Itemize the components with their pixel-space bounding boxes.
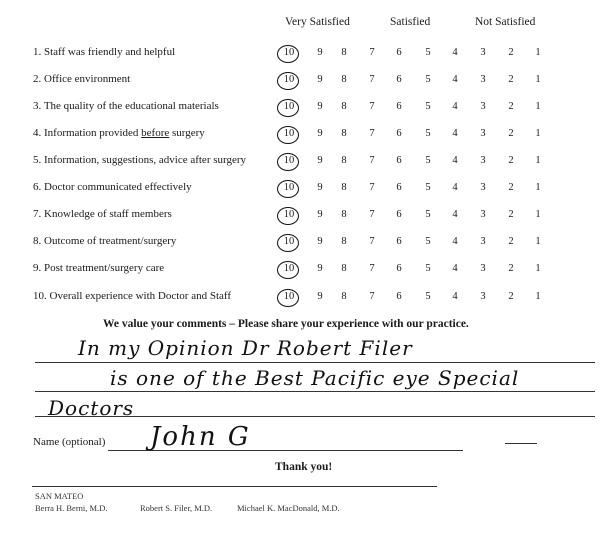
question-text: Staff was friendly and helpful xyxy=(44,46,176,58)
rating-option: 10 xyxy=(283,263,295,274)
question-number: 7. xyxy=(33,208,42,220)
rating-option: 8 xyxy=(341,47,347,58)
rating-option: 2 xyxy=(508,182,514,193)
question-row xyxy=(33,262,164,274)
selected-rating-circle xyxy=(277,180,299,198)
rating-option: 3 xyxy=(480,155,486,166)
rating-option: 10 xyxy=(283,74,295,85)
rating-option: 10 xyxy=(283,182,295,193)
rating-option: 10 xyxy=(283,101,295,112)
rating-option: 8 xyxy=(341,236,347,247)
question-text: The quality of the educational materials xyxy=(43,100,219,112)
header-satisfied: Satisfied xyxy=(390,16,431,28)
rating-option: 4 xyxy=(452,291,458,302)
rating-option: 4 xyxy=(452,101,458,112)
rating-option: 4 xyxy=(452,155,458,166)
question-text: Overall experience with Doctor and Staff xyxy=(49,290,232,302)
rating-option: 4 xyxy=(452,74,458,85)
rating-option: 8 xyxy=(341,263,347,274)
rating-option: 1 xyxy=(535,209,541,220)
footer-line xyxy=(32,486,437,487)
rating-option: 6 xyxy=(396,155,402,166)
selected-rating-circle xyxy=(277,234,299,252)
rating-option: 2 xyxy=(508,155,514,166)
rating-option: 5 xyxy=(425,101,431,112)
rating-option: 5 xyxy=(425,74,431,85)
rating-option: 1 xyxy=(535,263,541,274)
comment-text-3: Doctors xyxy=(48,396,135,420)
rating-option: 9 xyxy=(317,74,323,85)
footer-doctor-1: Berra H. Berni, M.D. xyxy=(35,503,108,513)
rating-option: 7 xyxy=(369,209,375,220)
rating-option: 1 xyxy=(535,155,541,166)
rating-option: 7 xyxy=(369,236,375,247)
rating-option: 9 xyxy=(317,236,323,247)
question-row xyxy=(33,290,231,302)
rating-option: 8 xyxy=(341,128,347,139)
rating-option: 2 xyxy=(508,74,514,85)
question-number: 10. xyxy=(33,290,47,302)
selected-rating-circle xyxy=(277,72,299,90)
rating-option: 3 xyxy=(480,101,486,112)
rating-option: 10 xyxy=(283,209,295,220)
question-row xyxy=(33,181,192,193)
rating-option: 5 xyxy=(425,182,431,193)
rating-option: 9 xyxy=(317,182,323,193)
rating-option: 1 xyxy=(535,47,541,58)
rating-option: 5 xyxy=(425,155,431,166)
question-text: Knowledge of staff members xyxy=(44,208,172,220)
rating-option: 4 xyxy=(452,209,458,220)
rating-option: 3 xyxy=(480,209,486,220)
rating-option: 5 xyxy=(425,128,431,139)
rating-option: 1 xyxy=(535,236,541,247)
rating-option: 5 xyxy=(425,263,431,274)
question-number: 1. xyxy=(33,46,42,58)
rating-option: 1 xyxy=(535,182,541,193)
question-text: Post treatment/surgery care xyxy=(44,262,165,274)
rating-option: 4 xyxy=(452,182,458,193)
comment-text-1: In my Opinion Dr Robert Filer xyxy=(78,336,413,360)
rating-option: 3 xyxy=(480,263,486,274)
rating-option: 4 xyxy=(452,236,458,247)
question-number: 3. xyxy=(33,100,42,112)
rating-option: 3 xyxy=(480,74,486,85)
header-very-satisfied: Very Satisfied xyxy=(285,16,350,28)
rating-option: 8 xyxy=(341,101,347,112)
rating-option: 7 xyxy=(369,47,375,58)
question-row xyxy=(33,127,205,139)
rating-option: 10 xyxy=(283,155,295,166)
question-text: Office environment xyxy=(44,73,131,85)
selected-rating-circle xyxy=(277,45,299,63)
question-text: Doctor communicated effectively xyxy=(44,181,192,193)
rating-option: 7 xyxy=(369,128,375,139)
rating-option: 3 xyxy=(480,236,486,247)
rating-option: 9 xyxy=(317,263,323,274)
rating-option: 1 xyxy=(535,74,541,85)
selected-rating-circle xyxy=(277,289,299,307)
thank-you-text: Thank you! xyxy=(275,461,333,473)
rating-option: 2 xyxy=(508,291,514,302)
question-number: 6. xyxy=(33,181,42,193)
question-row xyxy=(33,235,176,247)
selected-rating-circle xyxy=(277,126,299,144)
rating-option: 7 xyxy=(369,291,375,302)
rating-option: 2 xyxy=(508,101,514,112)
question-number: 5. xyxy=(33,154,42,166)
rating-option: 5 xyxy=(425,236,431,247)
rating-option: 7 xyxy=(369,101,375,112)
rating-option: 9 xyxy=(317,209,323,220)
rating-option: 6 xyxy=(396,74,402,85)
rating-option: 1 xyxy=(535,291,541,302)
rating-option: 6 xyxy=(396,101,402,112)
footer-location: SAN MATEO xyxy=(35,491,84,501)
rating-option: 8 xyxy=(341,182,347,193)
rating-option: 4 xyxy=(452,128,458,139)
rating-option: 8 xyxy=(341,209,347,220)
rating-option: 6 xyxy=(396,47,402,58)
question-text-part: Information provided xyxy=(44,127,142,139)
comment-line-1 xyxy=(35,362,595,363)
rating-option: 9 xyxy=(317,47,323,58)
rating-option: 10 xyxy=(283,291,295,302)
rating-option: 3 xyxy=(480,291,486,302)
rating-option: 8 xyxy=(341,155,347,166)
rating-option: 5 xyxy=(425,291,431,302)
rating-option: 2 xyxy=(508,209,514,220)
rating-option: 1 xyxy=(535,128,541,139)
question-text: Outcome of treatment/surgery xyxy=(44,235,177,247)
name-label: Name (optional) xyxy=(33,436,106,448)
rating-option: 3 xyxy=(480,182,486,193)
question-text-part: surgery xyxy=(169,127,205,139)
rating-option: 6 xyxy=(396,236,402,247)
comment-line-2 xyxy=(35,391,595,392)
rating-option: 4 xyxy=(452,47,458,58)
rating-option: 9 xyxy=(317,128,323,139)
rating-option: 3 xyxy=(480,47,486,58)
rating-option: 6 xyxy=(396,263,402,274)
rating-option: 8 xyxy=(341,74,347,85)
rating-option: 7 xyxy=(369,155,375,166)
question-row xyxy=(33,46,175,58)
rating-option: 1 xyxy=(535,101,541,112)
rating-option: 10 xyxy=(283,47,295,58)
rating-option: 2 xyxy=(508,128,514,139)
rating-option: 6 xyxy=(396,128,402,139)
rating-option: 9 xyxy=(317,155,323,166)
rating-option: 6 xyxy=(396,182,402,193)
short-line xyxy=(505,443,537,444)
selected-rating-circle xyxy=(277,261,299,279)
question-row xyxy=(33,100,219,112)
selected-rating-circle xyxy=(277,153,299,171)
rating-option: 2 xyxy=(508,263,514,274)
rating-option: 7 xyxy=(369,263,375,274)
rating-option: 6 xyxy=(396,209,402,220)
rating-option: 10 xyxy=(283,236,295,247)
footer-doctor-2: Robert S. Filer, M.D. xyxy=(140,503,213,513)
question-number: 9. xyxy=(33,262,42,274)
rating-option: 10 xyxy=(283,128,295,139)
question-number: 2. xyxy=(33,73,42,85)
rating-option: 6 xyxy=(396,291,402,302)
rating-option: 5 xyxy=(425,209,431,220)
rating-option: 9 xyxy=(317,291,323,302)
question-row xyxy=(33,154,246,166)
comments-heading: We value your comments – Please share your experience with our practice. xyxy=(103,318,469,330)
rating-option: 7 xyxy=(369,182,375,193)
rating-option: 4 xyxy=(452,263,458,274)
selected-rating-circle xyxy=(277,207,299,225)
rating-option: 8 xyxy=(341,291,347,302)
question-row xyxy=(33,73,130,85)
footer-doctor-3: Michael K. MacDonald, M.D. xyxy=(237,503,340,513)
question-number: 4. xyxy=(33,127,42,139)
rating-option: 2 xyxy=(508,236,514,247)
signature: John G xyxy=(150,422,251,452)
rating-option: 2 xyxy=(508,47,514,58)
question-text-part: before xyxy=(141,127,170,139)
question-text: Information, suggestions, advice after surgery xyxy=(44,154,247,166)
rating-option: 9 xyxy=(317,101,323,112)
question-row xyxy=(33,208,172,220)
rating-option: 5 xyxy=(425,47,431,58)
rating-option: 7 xyxy=(369,74,375,85)
comment-text-2: is one of the Best Pacific eye Special xyxy=(110,366,520,390)
question-number: 8. xyxy=(33,235,42,247)
rating-option: 3 xyxy=(480,128,486,139)
header-not-satisfied: Not Satisfied xyxy=(475,16,536,28)
selected-rating-circle xyxy=(277,99,299,117)
